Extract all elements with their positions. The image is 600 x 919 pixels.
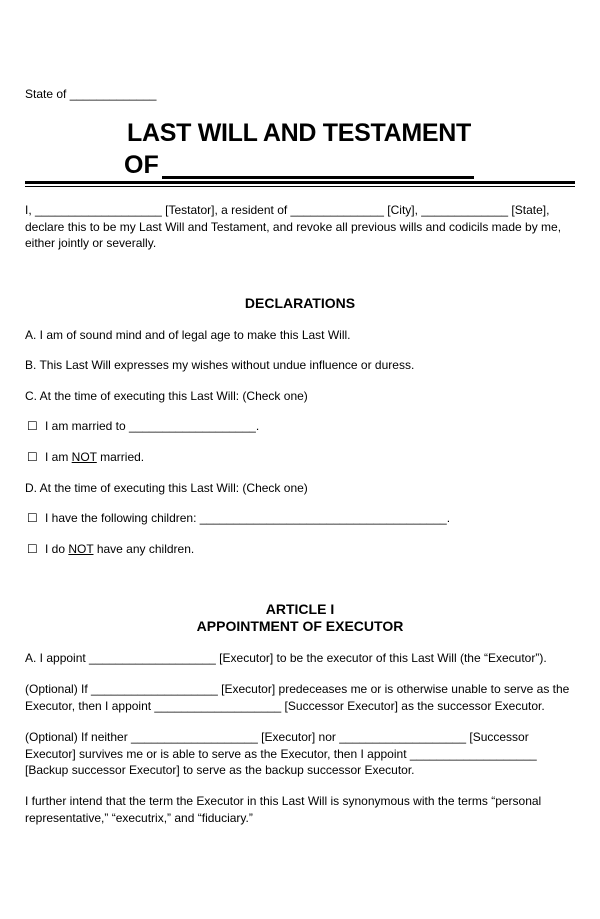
declarations-heading: DECLARATIONS [244,295,356,311]
article-1-optional-backup: (Optional) If neither ___________________ [Executor] nor ___________________ [Successor Executor] survives me or is able to serve as the Executor, then I appoint ___________________ [Backup successor Executor] to serve as the backup successor Executor. [25,730,537,777]
declaration-c: C. At the time of executing this Last Will: (Check one) [25,389,308,403]
title-divider-thick [25,181,575,184]
checkbox-no-children[interactable]: ☐ [27,542,38,556]
state-line: State of _____________ [25,87,157,101]
title-of-label: OF [124,151,159,179]
not-married-emphasis: NOT [71,450,97,464]
article-1-optional-successor: (Optional) If ___________________ [Executor] predeceases me or is otherwise unable to serve as the Executor, then I appoint ___________________ [Successor Executor] as the successor Executor. [25,682,570,713]
checkbox-children[interactable]: ☐ [27,511,38,525]
title-divider-thin [25,186,575,187]
intro-paragraph: I, ___________________ [Testator], a resident of ______________ [City], _____________ [State], declare this to be my Last Will and Testament, and revoke all previous wills and codicils made by me, either jointly or severally. [25,203,562,250]
not-married-label-post: married. [96,450,145,464]
declaration-b: B. This Last Will expresses my wishes without undue influence or duress. [25,358,415,372]
testator-name-blank[interactable] [162,176,474,179]
no-children-label-post: have any children. [93,542,195,556]
article-1-subheading: APPOINTMENT OF EXECUTOR [196,618,404,634]
article-1-a: A. I appoint ___________________ [Executor] to be the executor of this Last Will (the “Executor”). [25,651,547,665]
no-children-option [27,541,194,558]
document-title: LAST WILL AND TESTAMENT [127,119,471,147]
not-married-option [27,449,144,466]
married-option [27,418,259,435]
not-married-label-pre: I am [45,450,72,464]
checkbox-married[interactable]: ☐ [27,419,38,433]
no-children-emphasis: NOT [68,542,94,556]
checkbox-not-married[interactable]: ☐ [27,450,38,464]
children-option [27,510,450,527]
article-1-heading: ARTICLE I [265,601,335,617]
no-children-label-pre: I do [45,542,69,556]
article-1-further-intent: I further intend that the term the Executor in this Last Will is synonymous with the terms “personal representative,” “executrix,” and “fiduciary.” [25,794,542,825]
children-option-label: I have the following children: _____________________________________. [45,511,451,525]
declaration-d: D. At the time of executing this Last Will: (Check one) [25,481,308,495]
married-option-label: I am married to ___________________. [45,419,260,433]
declaration-a: A. I am of sound mind and of legal age to make this Last Will. [25,328,351,342]
